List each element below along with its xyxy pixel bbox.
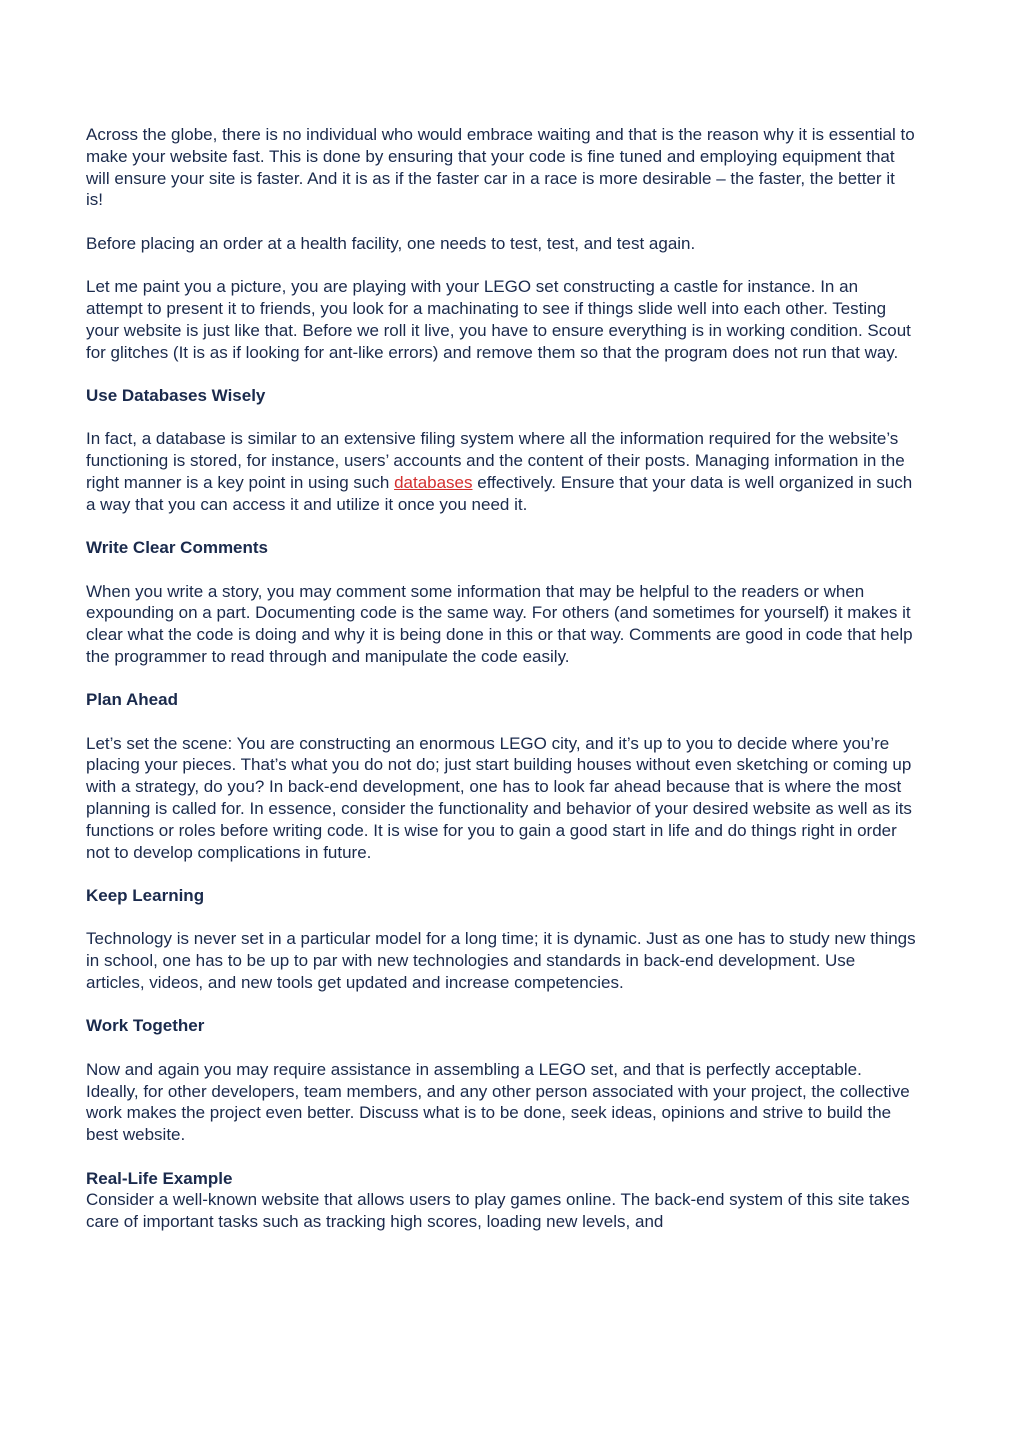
databases-paragraph: [86, 428, 916, 515]
example-heading: Real-Life Example: [86, 1168, 233, 1188]
learning-paragraph: Technology is never set in a particular model for a long time; it is dynamic. Just as one has to study new things in school, one has to be up to par with new technologies and standards in back-end development. Use articles, videos, and new tools get updated and increase competencies.: [86, 929, 916, 993]
databases-heading: Use Databases Wisely: [86, 385, 266, 405]
databases-link[interactable]: databases: [394, 472, 473, 492]
lego-testing-paragraph: Let me paint you a picture, you are playing with your LEGO set constructing a castle for instance. In an attempt to present it to friends, you look for a machinating to see if things slide well into each other. Testing your website is just like that. Before we roll it live, you have to ensure everything is in working condition. Scout for glitches (It is as if looking for ant-like errors) and remove them so that the program does not run that way.: [86, 277, 911, 362]
example-paragraph: Consider a well-known website that allows users to play games online. The back-end system of this site takes care of important tasks such as tracking high scores, loading new levels, and: [86, 1190, 910, 1232]
together-paragraph: Now and again you may require assistance in assembling a LEGO set, and that is perfectly acceptable. Ideally, for other developers, team members, and any other person associated with your project, the collective work makes the project even better. Discuss what is to be done, seek ideas, opinions and strive to build the best website.: [86, 1059, 910, 1145]
comments-paragraph: When you write a story, you may comment some information that may be helpful to the readers or when expounding on a part. Documenting code is the same way. For others (and sometimes for yourself) it makes it clear what the code is doing and why it is being done in this or that way. Comments are good in code that help the programmer to read through and manipulate the code easily.: [86, 581, 913, 666]
plan-paragraph: Let’s set the scene: You are constructing an enormous LEGO city, and it’s up to you to decide where you’re placing your pieces. That’s what you do not do; just start building houses without even sketching or coming up with a strategy, do you? In back-end development, one has to look far ahead because that is where the most planning is called for. In essence, consider the functionality and behavior of your desired website as well as its functions or roles before writing code. It is wise for you to gain a good start in life and do things right in order not to develop complications in future.: [86, 733, 912, 862]
comments-heading: Write Clear Comments: [86, 538, 269, 558]
databases-text-before: In fact, a database is similar to an extensive filing system where all the information required for the website’s functioning is stored, for instance, users’ accounts and the content of their posts. Managing information in the right manner is a key point in using such: [86, 429, 905, 492]
together-heading: Work Together: [86, 1016, 205, 1036]
document-body: [86, 124, 916, 1233]
intro-paragraph: Across the globe, there is no individual who would embrace waiting and that is the reason why it is essential to make your website fast. This is done by ensuring that your code is fine tuned and employing equipment that will ensure your site is faster. And it is as if the faster car in a race is more desirable – the faster, the better it is!: [86, 125, 915, 210]
plan-heading: Plan Ahead: [86, 690, 178, 710]
health-paragraph: Before placing an order at a health facility, one needs to test, test, and test again.: [86, 233, 696, 253]
databases-text-after: effectively. Ensure that your data is well organized in such a way that you can access it and utilize it once you need it.: [86, 472, 913, 514]
learning-heading: Keep Learning: [86, 886, 205, 906]
